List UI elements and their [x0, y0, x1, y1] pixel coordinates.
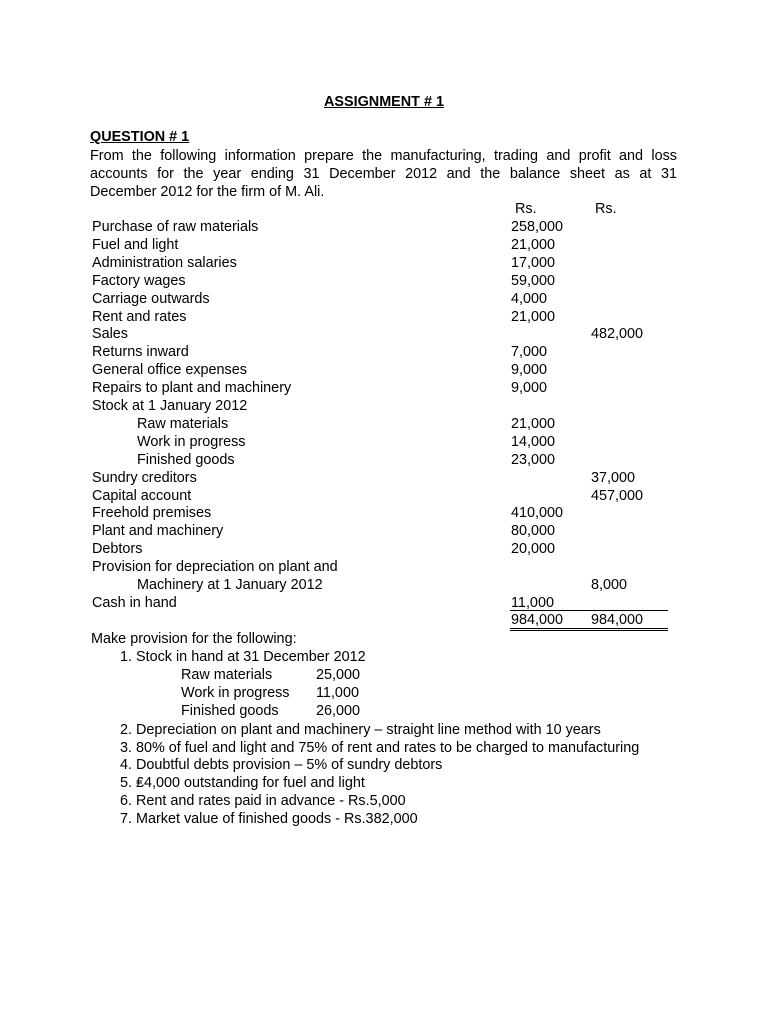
ledger-item-label: Rent and rates [92, 308, 187, 325]
ledger-item-label: Freehold premises [92, 505, 212, 522]
debit-amount: 21,000 [511, 236, 556, 253]
total-rule-lower [510, 630, 668, 631]
ledger-row [0, 273, 768, 291]
ledger-item-label: Administration salaries [92, 254, 237, 271]
ledger-item-label: Purchase of raw materials [92, 219, 259, 235]
intro-paragraph [90, 147, 677, 201]
debit-amount: 7,000 [511, 344, 548, 361]
ledger-item-label: Fuel and light [92, 236, 179, 253]
ledger-row [0, 577, 768, 595]
provision-text: Market value of finished goods - Rs.382,000 [136, 811, 418, 827]
closing-stock-value: 26,000 [316, 703, 361, 719]
subtotal-rule [510, 610, 668, 611]
credit-total: 984,000 [591, 612, 644, 628]
ledger-row [0, 416, 768, 434]
ledger-row [0, 470, 768, 488]
provision-number: 5. [119, 775, 132, 791]
ledger-item-label: Machinery at 1 January 2012 [137, 577, 323, 593]
intro-line: accounts for the year ending 31 December 2012 and the balance sheet as at 31 [90, 166, 677, 182]
ledger-item-label: Plant and machinery [92, 523, 224, 540]
credit-amount: 482,000 [591, 326, 644, 343]
ledger-item-label: General office expenses [92, 362, 247, 379]
provision-text: 80% of fuel and light and 75% of rent and rates to be charged to manufacturing [136, 740, 640, 756]
debit-amount: 17,000 [511, 254, 556, 271]
provision-text: Stock in hand at 31 December 2012 [136, 649, 366, 665]
provision-number: 4. [119, 757, 132, 773]
ledger-row [0, 434, 768, 452]
ledger-item-label: Cash in hand [92, 594, 177, 611]
provision-number: 3. [119, 740, 132, 756]
provision-number: 2. [119, 722, 132, 738]
provision-number: 6. [119, 793, 132, 809]
debit-amount: 11,000 [511, 594, 554, 611]
ledger-item-label: Capital account [92, 487, 192, 504]
ledger-item-label: Debtors [92, 541, 143, 558]
closing-stock-value: 11,000 [316, 685, 359, 701]
ledger-row [0, 380, 768, 398]
debit-amount: 21,000 [511, 415, 556, 432]
credit-amount: 8,000 [591, 577, 628, 593]
closing-stock-value: 25,000 [316, 667, 361, 683]
ledger-row [0, 291, 768, 309]
debit-amount: 9,000 [511, 362, 548, 379]
provision-text: Rent and rates paid in advance - Rs.5,000 [136, 793, 406, 809]
column-header-row [0, 201, 768, 219]
ledger-item-label: Sales [92, 326, 128, 343]
ledger-row [0, 362, 768, 380]
ledger-item-label: Sundry creditors [92, 469, 197, 486]
debit-amount: 4,000 [511, 290, 548, 307]
debit-amount: 80,000 [511, 523, 556, 540]
debit-amount: 9,000 [511, 380, 548, 397]
ledger-item-label: Stock at 1 January 2012 [92, 398, 248, 414]
closing-stock-label: Work in progress [181, 685, 290, 701]
debit-column-header: Rs. [515, 201, 537, 217]
ledger-item-label: Factory wages [92, 272, 186, 289]
credit-column-header: Rs. [595, 201, 617, 217]
ledger-row [0, 219, 768, 237]
debit-amount: 21,000 [511, 308, 556, 325]
ledger-row [0, 452, 768, 470]
ledger-item-label: Returns inward [92, 344, 189, 361]
intro-line: From the following information prepare the manufacturing, trading and profit and loss [90, 148, 677, 164]
ledger-item-label: Provision for depreciation on plant and [92, 559, 338, 576]
debit-amount: 59,000 [511, 272, 556, 289]
ledger-item-label: Raw materials [137, 415, 229, 432]
debit-amount: 410,000 [511, 505, 564, 522]
provision-heading: Make provision for the following: [91, 631, 297, 647]
ledger-row [0, 309, 768, 327]
debit-total: 984,000 [511, 612, 564, 628]
question-heading: QUESTION # 1 [90, 129, 190, 145]
ledger-row [0, 237, 768, 255]
debit-amount: 20,000 [511, 541, 556, 558]
closing-stock-label: Raw materials [181, 667, 273, 683]
ledger-row [0, 398, 768, 416]
debit-amount: 258,000 [511, 219, 564, 235]
ledger-item-label: Repairs to plant and machinery [92, 380, 292, 397]
ledger-row [0, 488, 768, 506]
provision-number: 7. [119, 811, 132, 827]
ledger-row [0, 523, 768, 541]
assignment-title: ASSIGNMENT # 1 [324, 94, 444, 110]
ledger-item-label: Carriage outwards [92, 290, 210, 307]
ledger-row [0, 326, 768, 344]
provision-text: Doubtful debts provision – 5% of sundry debtors [136, 757, 443, 773]
ledger-row [0, 541, 768, 559]
ledger-item-label: Finished goods [137, 451, 235, 468]
credit-amount: 37,000 [591, 469, 636, 486]
ledger-row [0, 559, 768, 577]
closing-stock-label: Finished goods [181, 703, 279, 719]
debit-amount: 23,000 [511, 451, 556, 468]
total-rule-upper [510, 628, 668, 629]
provision-text: Depreciation on plant and machinery – straight line method with 10 years [136, 722, 601, 738]
ledger-item-label: Work in progress [137, 433, 246, 450]
ledger-row [0, 255, 768, 273]
provision-text: ₤4,000 outstanding for fuel and light [136, 775, 365, 791]
intro-line: December 2012 for the firm of M. Ali. [90, 184, 325, 200]
provision-number: 1. [119, 649, 132, 665]
ledger-row [0, 505, 768, 523]
ledger-row [0, 344, 768, 362]
credit-amount: 457,000 [591, 487, 644, 504]
debit-amount: 14,000 [511, 433, 556, 450]
